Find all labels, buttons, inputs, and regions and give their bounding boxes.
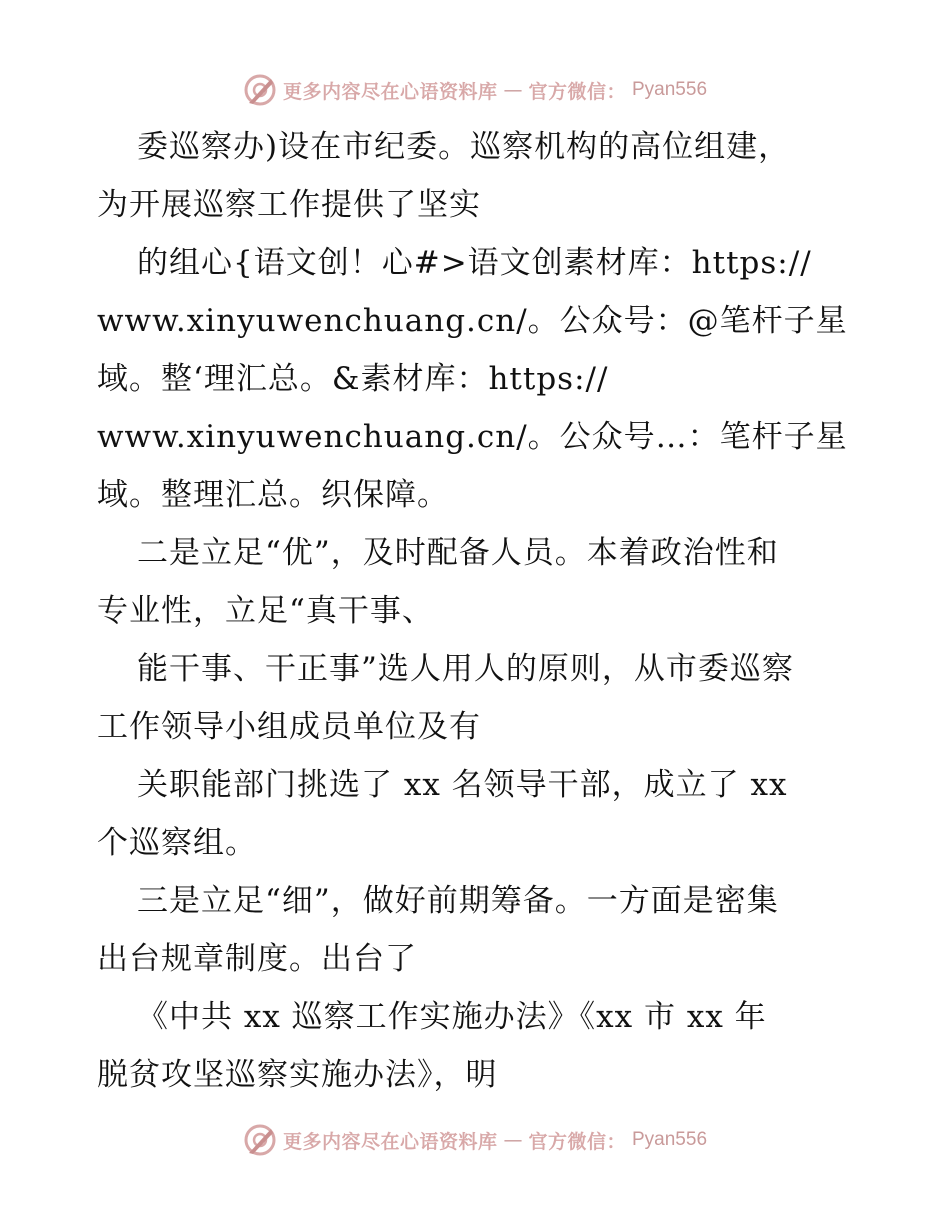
watermark-separator: — bbox=[503, 79, 523, 101]
watermark-label: 官方微信： bbox=[528, 80, 626, 103]
body-line: www.xinyuwenchuang.cn/。公众号…：笔杆子星 bbox=[97, 419, 848, 455]
body-line: 工作领导小组成员单位及有 bbox=[97, 709, 481, 745]
quill-circle-logo bbox=[243, 1123, 277, 1157]
watermark-text: 更多内容尽在心语资料库 bbox=[282, 1130, 498, 1153]
watermark-label: 官方微信： bbox=[528, 1130, 626, 1153]
body-line: www.xinyuwenchuang.cn/。公众号：@笔杆子星 bbox=[97, 303, 848, 339]
body-line: 能干事、干正事”选人用人的原则，从市委巡察 bbox=[137, 651, 794, 687]
body-line: 专业性，立足“真干事、 bbox=[97, 593, 434, 629]
body-line: 关职能部门挑选了 xx 名领导干部，成立了 xx bbox=[137, 767, 788, 803]
body-line: 《中共 xx 巡察工作实施办法》《xx 市 xx 年 bbox=[137, 999, 767, 1035]
document-body bbox=[97, 118, 867, 1104]
body-line: 出台规章制度。出台了 bbox=[97, 941, 417, 977]
body-line: 为开展巡察工作提供了坚实 bbox=[97, 187, 481, 223]
body-line: 三是立足“细”，做好前期筹备。一方面是密集 bbox=[137, 883, 779, 919]
watermark-wechat-id: Pyan556 bbox=[632, 1129, 708, 1150]
body-line: 域。整‘理汇总。&素材库：https:// bbox=[97, 361, 609, 397]
body-line: 脱贫攻坚巡察实施办法》，明 bbox=[97, 1057, 498, 1093]
body-line: 的组心{语文创！心#>语文创素材库：https:// bbox=[137, 245, 812, 281]
body-line: 委巡察办)设在市纪委。巡察机构的高位组建， bbox=[137, 129, 791, 165]
header-watermark bbox=[0, 72, 950, 108]
quill-circle-logo bbox=[243, 73, 277, 107]
body-line: 个巡察组。 bbox=[97, 825, 257, 861]
watermark-text: 更多内容尽在心语资料库 bbox=[282, 80, 498, 103]
body-line: 二是立足“优”，及时配备人员。本着政治性和 bbox=[137, 535, 779, 571]
watermark-wechat-id: Pyan556 bbox=[632, 79, 708, 100]
footer-watermark bbox=[0, 1122, 950, 1158]
body-line: 域。整理汇总。织保障。 bbox=[97, 477, 449, 513]
watermark-separator: — bbox=[503, 1129, 523, 1151]
